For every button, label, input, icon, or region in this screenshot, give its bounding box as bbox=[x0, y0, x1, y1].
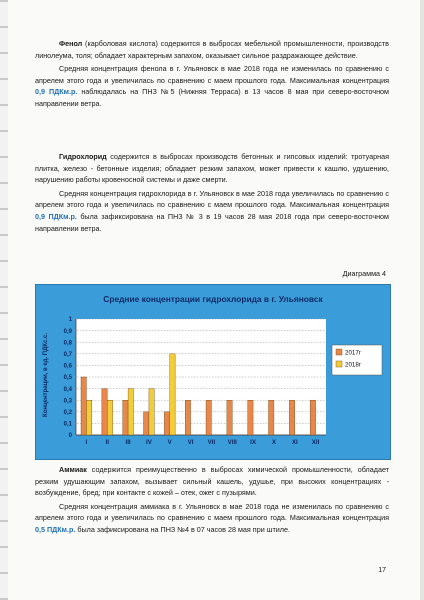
bar-2018г bbox=[86, 400, 91, 435]
ammonia-stats-b: была зафиксирована на ПНЗ №4 в 07 часов 28 мая при штиле. bbox=[75, 524, 290, 534]
ammonia-max: 0,5 ПДКм.р. bbox=[35, 524, 76, 534]
x-tick-label: III bbox=[125, 439, 131, 446]
bar-2017г bbox=[185, 400, 190, 435]
page-number: 17 bbox=[378, 567, 386, 574]
x-tick-label: XII bbox=[311, 439, 320, 446]
hcl-max: 0,9 ПДКм.р. bbox=[35, 211, 77, 221]
x-tick-label: VII bbox=[207, 439, 216, 446]
ammonia-paragraph bbox=[35, 464, 389, 499]
ammonia-stats bbox=[35, 501, 389, 536]
x-tick-label: IX bbox=[250, 439, 257, 446]
chart-title: Средние концентрации гидрохлорида в г. Ульяновск bbox=[103, 294, 323, 304]
phenol-paragraph bbox=[35, 38, 389, 61]
bar-2017г bbox=[206, 400, 211, 435]
hcl-stats-b: была зафиксирована на ПНЗ № 3 в 19 часов 28 мая 2018 года при северо-восточном направлении ветра. bbox=[35, 211, 389, 233]
bar-2018г bbox=[107, 400, 112, 435]
hcl-chart bbox=[35, 284, 391, 460]
bar-2018г bbox=[170, 354, 175, 435]
bar-2017г bbox=[164, 412, 169, 435]
x-tick-label: V bbox=[167, 439, 172, 446]
bar-2017г bbox=[289, 400, 294, 435]
y-tick-label: 0,8 bbox=[63, 340, 72, 347]
legend-label: 2017г bbox=[345, 349, 362, 357]
bar-2017г bbox=[227, 400, 232, 435]
x-tick-label: VI bbox=[187, 439, 194, 446]
phenol-max: 0,9 ПДКм.р. bbox=[35, 87, 78, 97]
hcl-paragraph bbox=[35, 151, 389, 186]
hcl-desc: содержится в выбросах производств бетонных и гипсовых изделий: тротуарная плитка, железо - бетонные изделия; обладает резким запахом, может привести к кашлю, удушению, нарушению работы кровеносной системы и даже смерти. bbox=[35, 152, 389, 185]
x-tick-label: XI bbox=[291, 439, 298, 446]
page-edge bbox=[420, 0, 424, 600]
ammonia-stats-a: Средняя концентрация аммиака в г. Ульяновск в мае 2018 года не изменилась по сравнению с апрелем этого года и увеличилась по сравнению с маем прошлого года. Максимальная концентрация bbox=[35, 501, 389, 523]
x-tick-label: X bbox=[271, 439, 276, 446]
bar-2017г bbox=[81, 377, 86, 435]
bar-2018г bbox=[128, 389, 133, 435]
plot-area bbox=[64, 317, 382, 446]
bar-2017г bbox=[144, 412, 149, 435]
y-tick-label: 0,7 bbox=[63, 352, 72, 358]
phenol-stats-b: наблюдалась на ПНЗ №5 (Нижняя Терраса) в 13 часов 8 мая при северо-восточном направлении ветра. bbox=[35, 87, 389, 108]
y-tick-label: 0,6 bbox=[63, 363, 72, 370]
legend-swatch bbox=[336, 361, 342, 367]
diagram-caption: Диаграмма 4 bbox=[342, 269, 386, 278]
hcl-section bbox=[35, 151, 389, 234]
y-tick-label: 0,3 bbox=[63, 398, 72, 405]
ammonia-desc: содержится преимущественно в выбросах химической промышленности, обладает резким удушающим запахом, вызывает сильный кашель, удушье, при высоких концентрациях - возбуждение, бред; при контакте с кожей – отек, ожег с пузырями. bbox=[35, 465, 389, 498]
hcl-stats bbox=[35, 188, 389, 234]
y-tick-label: 0,1 bbox=[63, 421, 72, 428]
chart-y-axis-label: Концентрации, в ед. ПДКс.с. bbox=[43, 333, 49, 417]
legend-swatch bbox=[336, 349, 342, 355]
bar-2017г bbox=[248, 400, 253, 435]
legend-label: 2018г bbox=[345, 361, 362, 369]
hcl-stats-a: Средняя концентрация гидрохлорида в г. Ульяновск в мае 2018 года увеличилась по сравнению с апрелем этого года и увеличилась по сравнению с маем прошлого года. Максимальная концентрация bbox=[35, 188, 389, 210]
bar-2017г bbox=[123, 400, 128, 435]
bar-2017г bbox=[310, 400, 315, 435]
y-tick-label: 0,5 bbox=[63, 375, 72, 382]
phenol-stats bbox=[35, 63, 389, 109]
hcl-term: Гидрохлорид bbox=[59, 152, 107, 161]
ammonia-term: Аммиак bbox=[59, 465, 87, 474]
phenol-stats-a: Средняя концентрация фенола в г. Ульяновск в мае 2018 года не изменилась по сравнению с апрелем этого года и увеличилась по сравнению с маем прошлого года. Максимальная концентрация bbox=[35, 64, 389, 85]
x-tick-label: VIII bbox=[227, 439, 237, 446]
phenol-term: Фенол bbox=[59, 39, 83, 48]
chart-svg bbox=[36, 285, 390, 459]
x-tick-label: II bbox=[105, 439, 109, 446]
ammonia-section bbox=[35, 464, 389, 536]
y-tick-label: 0,2 bbox=[63, 410, 72, 416]
phenol-desc: (карболовая кислота) содержится в выбросах мебельной промышленности, производств линолеума, толя; обладает характерным запахом, оказывает сильное раздражающее действие. bbox=[35, 39, 389, 60]
bar-2017г bbox=[102, 389, 107, 435]
y-tick-label: 0,4 bbox=[63, 386, 72, 393]
x-tick-label: IV bbox=[145, 439, 152, 446]
y-tick-label: 0 bbox=[68, 433, 72, 440]
y-tick-label: 0,9 bbox=[63, 328, 72, 335]
y-tick-label: 1 bbox=[68, 317, 72, 324]
bar-2018г bbox=[149, 389, 154, 435]
binder-edge bbox=[0, 0, 8, 600]
bar-2017г bbox=[269, 400, 274, 435]
phenol-section bbox=[35, 38, 389, 110]
x-tick-label: I bbox=[85, 439, 88, 446]
